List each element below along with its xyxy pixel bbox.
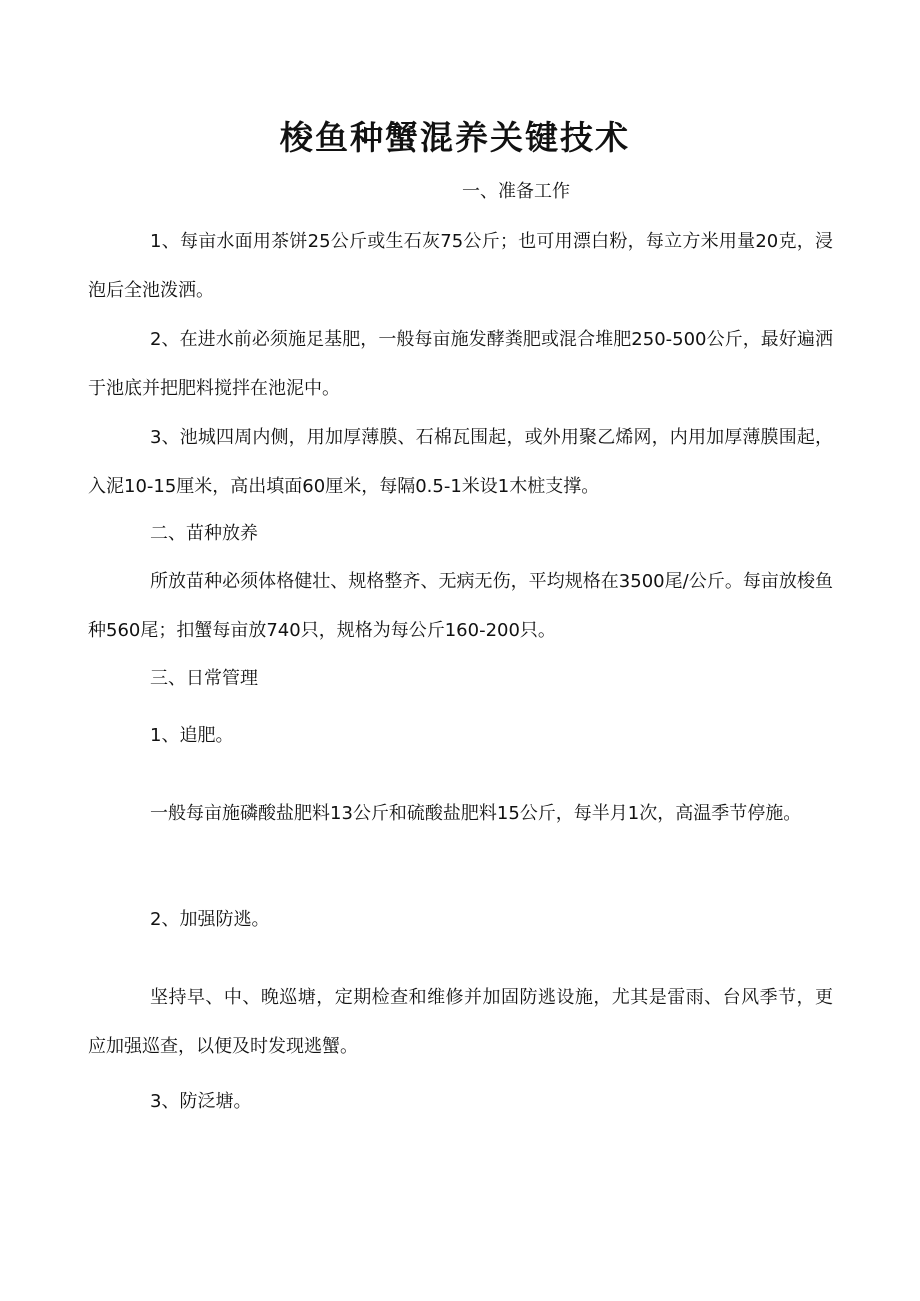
paragraph-base-fertilizer: 2、在进水前必须施足基肥，一般每亩施发酵粪肥或混合堆肥250-500公斤，最好遍洒于池底并把肥料搅拌在池泥中。 (88, 329, 833, 399)
subheading-prevent-flooding: 3、防泛塘。 (150, 1091, 252, 1112)
paragraph-disinfection: 1、每亩水面用茶饼25公斤或生石灰75公斤；也可用漂白粉，每立方米用量20克，浸泡后全池泼洒。 (88, 231, 833, 301)
subheading-top-dressing: 1、追肥。 (150, 725, 234, 746)
paragraph-stocking: 所放苗种必须体格健壮、规格整齐、无病无伤，平均规格在3500尾/公斤。每亩放梭鱼种560尾；扣蟹每亩放740只，规格为每公斤160-200只。 (88, 571, 833, 641)
paragraph-pond-enclosure: 3、池城四周内侧，用加厚薄膜、石棉瓦围起，或外用聚乙烯网，内用加厚薄膜围起，入泥10-15厘米，高出填面60厘米，每隔0.5-1米设1木桩支撑。 (88, 427, 833, 497)
document-title: 梭鱼种蟹混养关键技术 (280, 118, 630, 157)
section-heading-preparation: 一、准备工作 (462, 181, 570, 202)
paragraph-escape-prevention: 坚持早、中、晚巡塘，定期检查和维修并加固防逃设施，尤其是雷雨、台风季节，更应加强巡查，以便及时发现逃蟹。 (88, 987, 833, 1057)
subheading-escape-prevention: 2、加强防逃。 (150, 909, 270, 930)
section-heading-stocking: 二、苗种放养 (150, 523, 258, 544)
paragraph-top-dressing: 一般每亩施磷酸盐肥料13公斤和硫酸盐肥料15公斤，每半月1次，高温季节停施。 (150, 803, 802, 824)
section-heading-daily-management: 三、日常管理 (150, 668, 258, 689)
